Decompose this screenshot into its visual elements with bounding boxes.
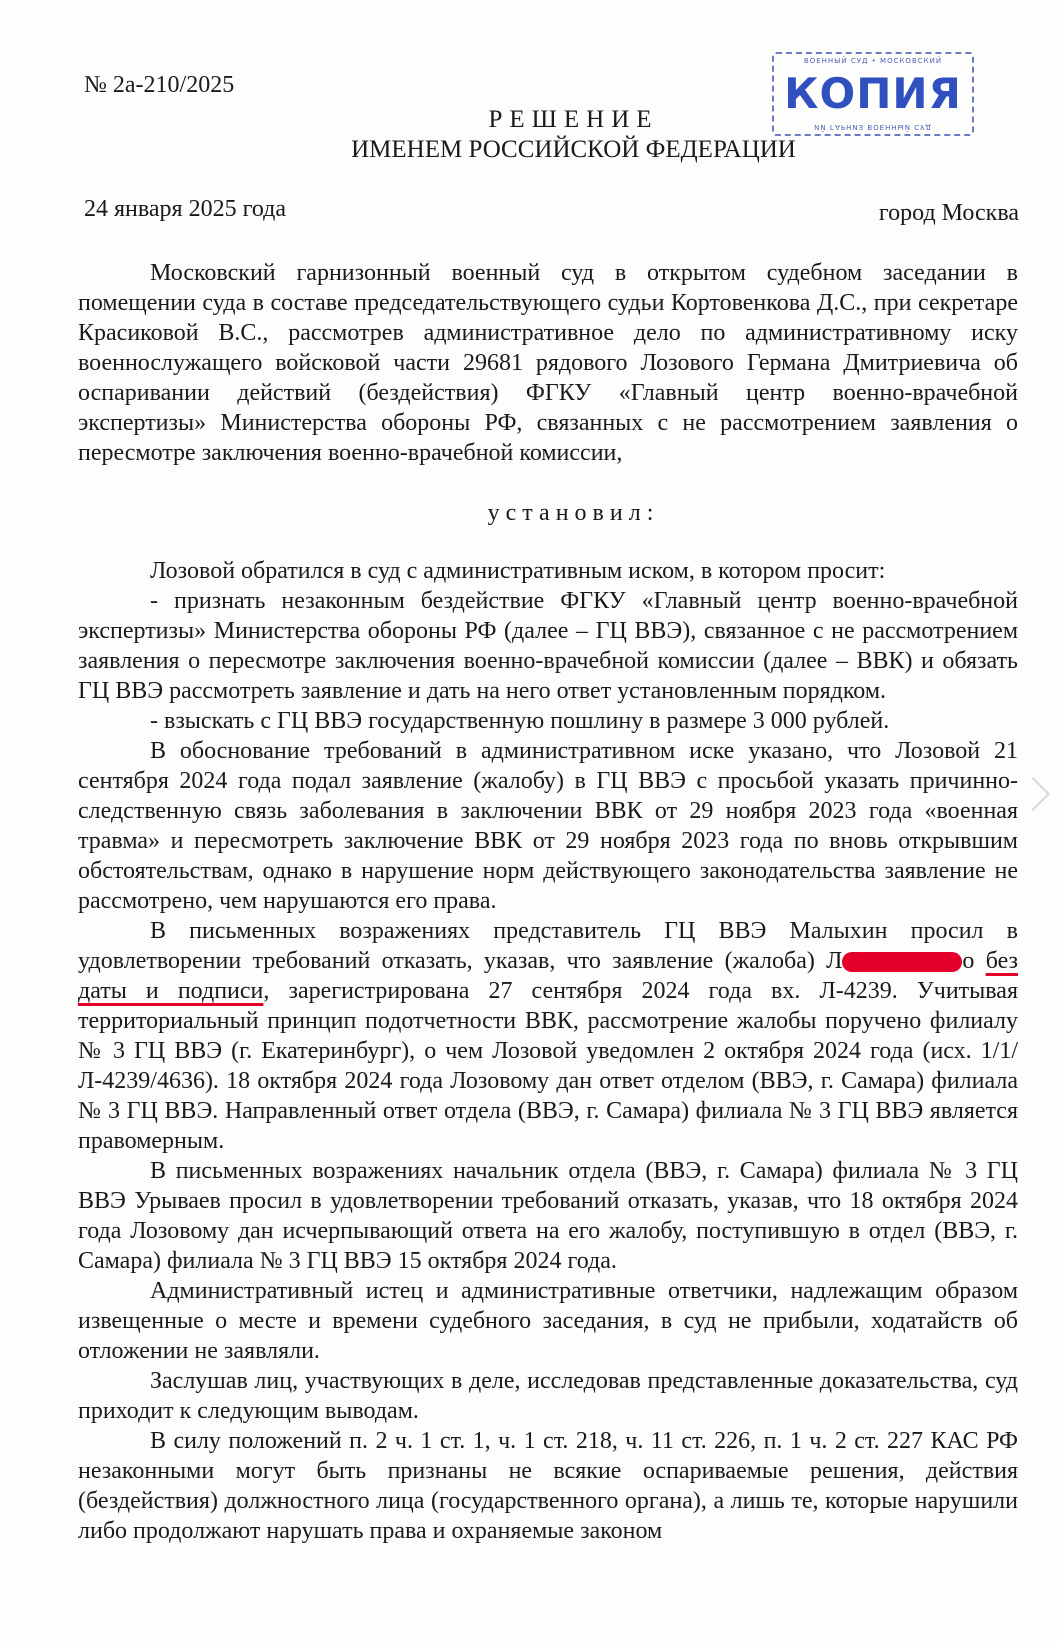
decision-date: 24 января 2025 года bbox=[84, 196, 287, 222]
paragraph-conclusion: Заслушав лиц, участвующих в деле, исследовав представленные доказательства, суд приходит к следующим выводам. bbox=[78, 1368, 1018, 1424]
paragraph-claim-1: - признать незаконным бездействие ФГКУ «Главный центр военно-врачебной экспертизы» Министерства обороны РФ (далее – ГЦ ВВЭ), связанное с не рассмотрением заявления о пересмотре заключения военно-врачебной комиссии (далее – ВВК) и обязать ГЦ ВВЭ рассмотреть заявление и дать на него ответ установленным порядком. bbox=[78, 588, 1018, 704]
objection-1-text-b: , зарегистрирована 27 сентября 2024 года вх. Л-4239. Учитывая территориальный принцип подотчетности ВВК, рассмотрение жалобы поручено филиалу № 3 ГЦ ВВЭ (г. Екатеринбург), о чем Лозовой уведомлен 2 октября 2024 года (исх. 1/1/Л-4239/4636). 18 октября 2024 года Лозовому дан ответ отделом (ВВЭ, г. Самара) филиала № 3 ГЦ ВВЭ. Направленный ответ отдела (ВВЭ, г. Самара) филиала № 3 ГЦ ВВЭ является правомерным. bbox=[78, 978, 1019, 1154]
intro-block bbox=[78, 258, 1018, 468]
paragraph-grounds: В обоснование требований в административном иске указано, что Лозовой 21 сентября 2024 года подал заявление (жалобу) в ГЦ ВВЭ с просьбой указать причинно-следственную связь заболевания в заключении ВВК от 29 ноября 2023 года «военная травма» и пересмотреть заключение ВВК от 29 ноября 2023 года по вновь открывшим обстоятельствам, однако в нарушение норм действующего законодательства заявление не рассмотрено, чем нарушаются его права. bbox=[78, 738, 1018, 914]
established-heading: установил: bbox=[487, 500, 660, 526]
underlined-without: без bbox=[985, 948, 1019, 974]
stamp-top-text: ВОЕННЫЙ СУД • МОСКОВСКИЙ bbox=[803, 57, 943, 65]
paragraph-objection-2: В письменных возражениях начальник отдела (ВВЭ, г. Самара) филиала № 3 ГЦ ВВЭ Урываев просил в удовлетворении требований отказать, указав, что 18 октября 2024 года Лозовому дан исчерпывающий ответа на его жалобу, поступившую в отдел (ВВЭ, г. Самара) филиала № 3 ГЦ ВВЭ 15 октября 2024 года. bbox=[78, 1158, 1018, 1274]
document-subtitle: ИМЕНЕМ РОССИЙСКОЙ ФЕДЕРАЦИИ bbox=[351, 136, 796, 163]
underlined-date-signature: даты и подписи bbox=[78, 978, 264, 1004]
decision-city: город Москва bbox=[878, 200, 1019, 226]
redaction-mark bbox=[842, 952, 962, 972]
case-number: № 2а-210/2025 bbox=[84, 72, 235, 98]
stamp-bottom-text: ИЙ ГАРНИЗ ВОЕННЫЙ СУД bbox=[814, 123, 932, 131]
paragraph-claim-2: - взыскать с ГЦ ВВЭ государственную пошлину в размере 3 000 рублей. bbox=[150, 708, 890, 734]
next-page-chevron-icon[interactable] bbox=[1016, 777, 1050, 811]
stamp-word: КОПИЯ bbox=[784, 69, 962, 118]
paragraph-objection-1: В письменных возражениях представитель ГЦ ВВЭ Малыхин просил в удовлетворении требований отказать, указав, что заявление (жалоба) Л о без даты и подписи, зарегистрирована 27 сентября 2024 года вх. Л-4239. Учитывая территориальный принцип подотчетности ВВК, рассмотрение жалобы поручено филиалу № 3 ГЦ ВВЭ (г. Екатеринбург), о чем Лозовой уведомлен 2 октября 2024 года (исх. 1/1/Л-4239/4636). 18 октября 2024 года Лозовому дан ответ отделом (ВВЭ, г. Самара) филиала № 3 ГЦ ВВЭ. Направленный ответ отдела (ВВЭ, г. Самара) филиала № 3 ГЦ ВВЭ является правомерным. bbox=[78, 918, 1019, 1154]
paragraph-claim-intro: Лозовой обратился в суд с административным иском, в котором просит: bbox=[150, 558, 886, 584]
paragraph-absence: Административный истец и административные ответчики, надлежащим образом извещенные о месте и времени судебного заседания, в суд не прибыли, ходатайств об отложении не заявляли. bbox=[78, 1278, 1018, 1364]
paragraph-law: В силу положений п. 2 ч. 1 ст. 1, ч. 1 ст. 218, ч. 11 ст. 226, п. 1 ч. 2 ст. 227 КАС РФ незаконными могут быть признаны не всякие оспариваемые решения, действия (бездействия) должностного лица (государственного органа), а лишь те, которые нарушили либо продолжают нарушать права и охраняемые законом bbox=[78, 1428, 1018, 1544]
body-block bbox=[78, 556, 1018, 1546]
objection-1-text-a: В письменных возражениях представитель ГЦ ВВЭ Малыхин просил в удовлетворении требований отказать, указав, что заявление (жалоба) Л bbox=[78, 918, 1018, 974]
intro-paragraph: Московский гарнизонный военный суд в открытом судебном заседании в помещении суда в составе председательствующего судьи Кортовенкова Д.С., при секретаре Красиковой В.С., рассмотрев административное дело по административному иску военнослужащего войсковой части 29681 рядового Лозового Германа Дмитриевича об оспаривании действий (бездействия) ФГКУ «Главный центр военно-врачебной экспертизы» Министерства обороны РФ, связанных с не рассмотрением заявления о пересмотре заключения военно-врачебной комиссии, bbox=[78, 260, 1018, 466]
document-title: РЕШЕНИЕ bbox=[488, 106, 659, 133]
